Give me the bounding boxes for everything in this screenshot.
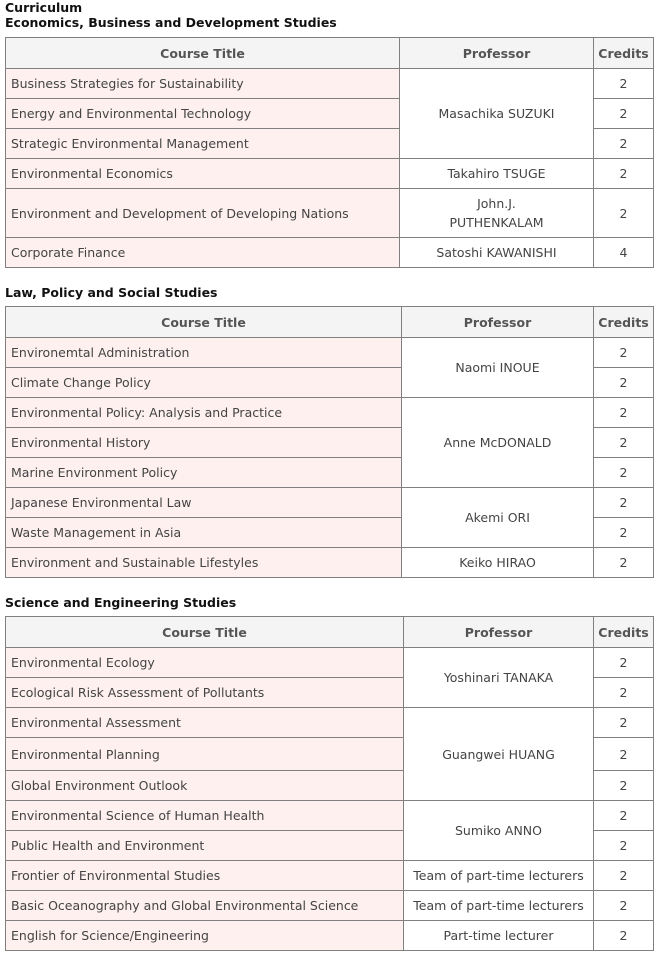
course-title-cell: Basic Oceanography and Global Environmental Science	[6, 891, 404, 921]
credits-cell: 2	[594, 678, 654, 708]
credits-cell: 2	[594, 99, 654, 129]
professor-cell: Satoshi KAWANISHI	[400, 238, 594, 268]
professor-cell: Masachika SUZUKI	[400, 69, 594, 159]
credits-cell: 2	[594, 708, 654, 738]
course-title-cell: Environmental Ecology	[6, 648, 404, 678]
course-title-cell: Ecological Risk Assessment of Pollutants	[6, 678, 404, 708]
course-title-cell: Energy and Environmental Technology	[6, 99, 400, 129]
table-row	[6, 69, 654, 99]
table-row	[6, 238, 654, 268]
table-row	[6, 189, 654, 238]
table-row	[6, 338, 654, 368]
course-title-cell: Environmental History	[6, 428, 402, 458]
credits-cell: 2	[594, 338, 654, 368]
table-row	[6, 708, 654, 738]
professor-cell: Takahiro TSUGE	[400, 159, 594, 189]
credits-cell: 2	[594, 831, 654, 861]
professor-cell: Akemi ORI	[402, 488, 594, 548]
course-title-cell: Corporate Finance	[6, 238, 400, 268]
professor-header: Professor	[400, 38, 594, 69]
professor-header: Professor	[402, 307, 594, 338]
credits-header: Credits	[594, 617, 654, 648]
course-title-cell: Marine Environment Policy	[6, 458, 402, 488]
credits-cell: 2	[594, 368, 654, 398]
credits-header: Credits	[594, 38, 654, 69]
course-title-cell: Global Environment Outlook	[6, 771, 404, 801]
professor-cell: Anne McDONALD	[402, 398, 594, 488]
science-engineering-course-table	[5, 616, 654, 951]
course-title-cell: Frontier of Environmental Studies	[6, 861, 404, 891]
professor-cell: Team of part-time lecturers	[404, 861, 594, 891]
credits-cell: 2	[594, 518, 654, 548]
course-title-cell: Environment and Sustainable Lifestyles	[6, 548, 402, 578]
credits-cell: 2	[594, 738, 654, 771]
table-row	[6, 861, 654, 891]
credits-cell: 2	[594, 189, 654, 238]
course-title-header: Course Title	[6, 307, 402, 338]
table-header-row	[6, 307, 654, 338]
professor-cell: Guangwei HUANG	[404, 708, 594, 801]
credits-cell: 4	[594, 238, 654, 268]
credits-cell: 2	[594, 398, 654, 428]
economics-course-table	[5, 37, 654, 268]
credits-cell: 2	[594, 69, 654, 99]
course-title-cell: Japanese Environmental Law	[6, 488, 402, 518]
credits-cell: 2	[594, 129, 654, 159]
section-title-science-engineering: Science and Engineering Studies	[5, 595, 237, 610]
course-title-cell: Waste Management in Asia	[6, 518, 402, 548]
course-title-cell: Environmental Planning	[6, 738, 404, 771]
table-header-row	[6, 38, 654, 69]
table-row	[6, 548, 654, 578]
credits-cell: 2	[594, 548, 654, 578]
credits-cell: 2	[594, 771, 654, 801]
table-row	[6, 488, 654, 518]
professor-cell: Team of part-time lecturers	[404, 891, 594, 921]
course-title-cell: Public Health and Environment	[6, 831, 404, 861]
course-title-cell: Climate Change Policy	[6, 368, 402, 398]
course-title-cell: Business Strategies for Sustainability	[6, 69, 400, 99]
table-row	[6, 801, 654, 831]
page-title: Curriculum	[5, 0, 83, 15]
course-title-cell: Environmental Science of Human Health	[6, 801, 404, 831]
table-row	[6, 648, 654, 678]
professor-cell: Part-time lecturer	[404, 921, 594, 951]
credits-cell: 2	[594, 648, 654, 678]
course-title-header: Course Title	[6, 617, 404, 648]
credits-cell: 2	[594, 921, 654, 951]
professor-header: Professor	[404, 617, 594, 648]
section-title-economics: Economics, Business and Development Studies	[5, 15, 337, 30]
section-title-law-policy: Law, Policy and Social Studies	[5, 285, 218, 300]
professor-cell: John.J. PUTHENKALAM	[400, 189, 594, 238]
course-title-cell: Environment and Development of Developing Nations	[6, 189, 400, 238]
course-title-header: Course Title	[6, 38, 400, 69]
professor-cell: Keiko HIRAO	[402, 548, 594, 578]
course-title-cell: English for Science/Engineering	[6, 921, 404, 951]
professor-cell: Naomi INOUE	[402, 338, 594, 398]
table-row	[6, 159, 654, 189]
table-row	[6, 398, 654, 428]
credits-cell: 2	[594, 891, 654, 921]
credits-cell: 2	[594, 801, 654, 831]
credits-cell: 2	[594, 488, 654, 518]
credits-cell: 2	[594, 159, 654, 189]
professor-cell: Sumiko ANNO	[404, 801, 594, 861]
credits-cell: 2	[594, 428, 654, 458]
course-title-cell: Environmental Economics	[6, 159, 400, 189]
table-row	[6, 921, 654, 951]
course-title-cell: Environmental Assessment	[6, 708, 404, 738]
table-header-row	[6, 617, 654, 648]
credits-cell: 2	[594, 458, 654, 488]
course-title-cell: Strategic Environmental Management	[6, 129, 400, 159]
credits-cell: 2	[594, 861, 654, 891]
course-title-cell: Environmental Policy: Analysis and Practice	[6, 398, 402, 428]
professor-cell: Yoshinari TANAKA	[404, 648, 594, 708]
law-policy-course-table	[5, 306, 654, 578]
credits-header: Credits	[594, 307, 654, 338]
course-title-cell: Environemtal Administration	[6, 338, 402, 368]
table-row	[6, 891, 654, 921]
